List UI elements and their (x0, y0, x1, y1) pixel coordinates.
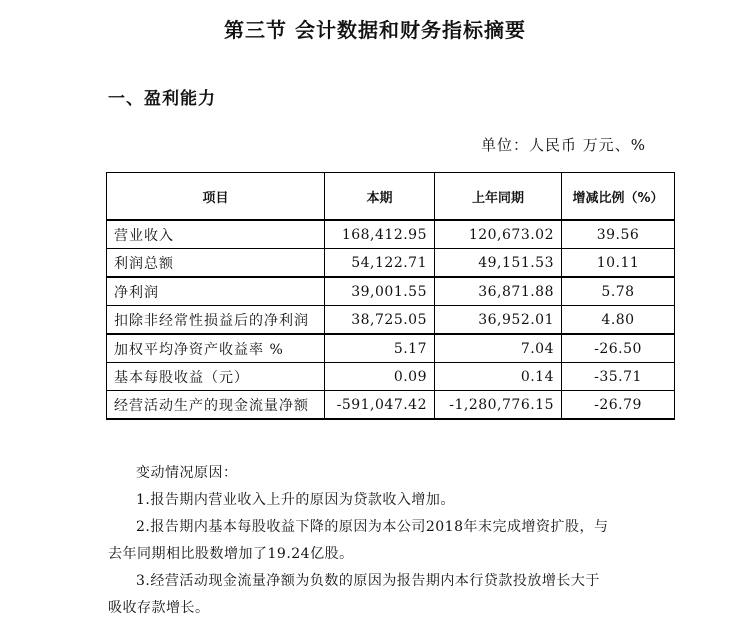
note-item-1: 1.报告期内营业收入上升的原因为贷款收入增加。 (136, 492, 455, 508)
row-prior: 7.04 (435, 334, 562, 363)
row-current: 0.09 (325, 363, 435, 391)
row-prior: 120,673.02 (435, 220, 562, 249)
row-change: -26.50 (562, 334, 675, 363)
table-row (107, 277, 675, 306)
column-header-change: 增减比例（%） (562, 173, 675, 221)
row-current: 168,412.95 (325, 220, 435, 249)
notes-heading: 变动情况原因： (136, 465, 238, 481)
row-change: 4.80 (562, 306, 675, 335)
section-heading: 一、盈利能力 (108, 89, 216, 109)
table-row (107, 306, 675, 335)
note-item-2: 2.报告期内基本每股收益下降的原因为本公司2018年末完成增资扩股，与 (136, 519, 609, 535)
row-change: 5.78 (562, 277, 675, 306)
column-header-item: 项目 (107, 173, 325, 221)
row-item: 经营活动生产的现金流量净额 (107, 391, 325, 420)
row-prior: 0.14 (435, 363, 562, 391)
note-item-3: 3.经营活动现金流量净额为负数的原因为报告期内本行贷款投放增长大于 (136, 573, 600, 589)
change-notes (108, 460, 668, 622)
row-change: 39.56 (562, 220, 675, 249)
financial-summary-table (106, 172, 675, 420)
table-row (107, 220, 675, 249)
row-current: 38,725.05 (325, 306, 435, 335)
row-change: -26.79 (562, 391, 675, 420)
row-item: 扣除非经常性损益后的净利润 (107, 306, 325, 335)
row-prior: -1,280,776.15 (435, 391, 562, 420)
row-change: 10.11 (562, 249, 675, 278)
row-current: 54,122.71 (325, 249, 435, 278)
row-item: 利润总额 (107, 249, 325, 278)
column-header-prior: 上年同期 (435, 173, 562, 221)
row-prior: 36,871.88 (435, 277, 562, 306)
row-item: 基本每股收益（元） (107, 363, 325, 391)
table-row (107, 334, 675, 363)
row-item: 加权平均净资产收益率 % (107, 334, 325, 363)
table-row (107, 391, 675, 420)
column-header-current: 本期 (325, 173, 435, 221)
table-row (107, 249, 675, 278)
row-prior: 36,952.01 (435, 306, 562, 335)
row-current: 5.17 (325, 334, 435, 363)
row-current: -591,047.42 (325, 391, 435, 420)
table-row (107, 363, 675, 391)
note-item-3-continued: 吸收存款增长。 (108, 600, 210, 616)
row-item: 净利润 (107, 277, 325, 306)
row-prior: 49,151.53 (435, 249, 562, 278)
table-header-row (107, 173, 675, 221)
note-item-2-continued: 去年同期相比股数增加了19.24亿股。 (108, 546, 354, 562)
row-change: -35.71 (562, 363, 675, 391)
row-item: 营业收入 (107, 220, 325, 249)
page-title: 第三节 会计数据和财务指标摘要 (224, 18, 526, 42)
unit-label: 单位：人民币 万元、% (480, 136, 646, 154)
row-current: 39,001.55 (325, 277, 435, 306)
